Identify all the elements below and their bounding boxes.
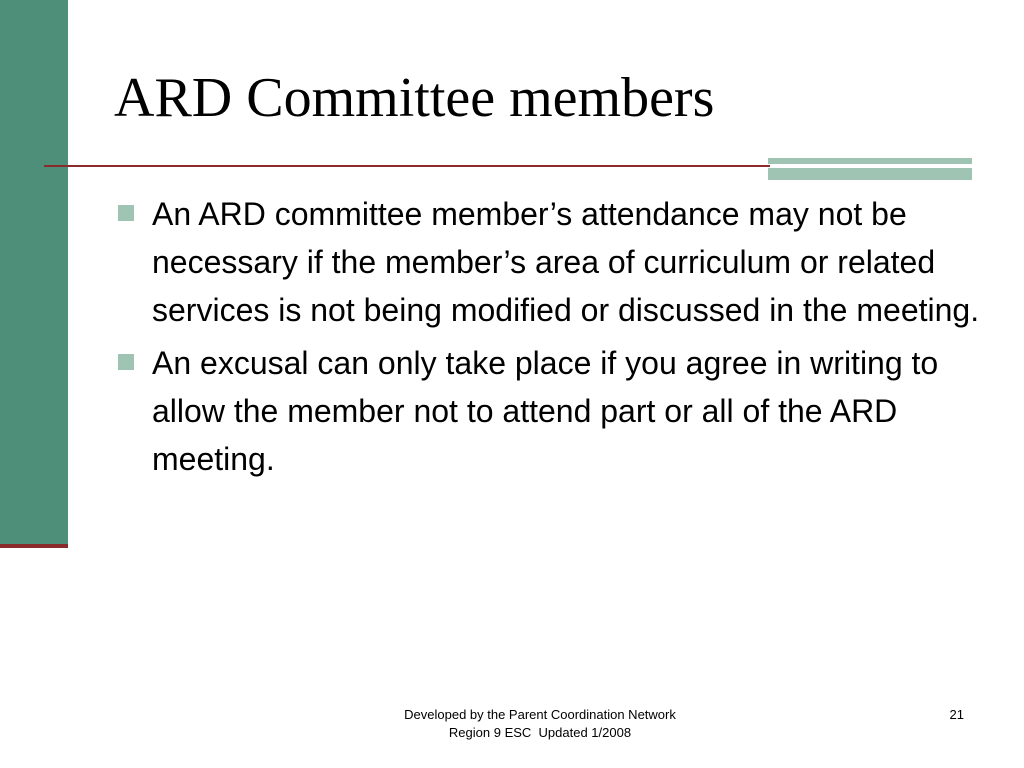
bullet-text: An ARD committee member’s attendance may not be necessary if the member’s area of curriculum or related services is not being modified or discussed in the meeting.	[152, 196, 980, 328]
slide-title: ARD Committee members	[114, 67, 715, 129]
square-bullet-icon	[118, 205, 134, 221]
accent-bar-top	[768, 158, 972, 164]
bullet-text: An excusal can only take place if you agree in writing to allow the member not to attend part or all of the ARD meeting.	[152, 345, 939, 477]
page-number: 21	[949, 707, 964, 722]
bullet-item	[114, 190, 984, 334]
footer	[340, 706, 740, 742]
accent-bars	[768, 158, 972, 180]
accent-bar-bottom	[768, 168, 972, 180]
footer-line-1: Developed by the Parent Coordination Network	[404, 707, 676, 722]
side-bar-rule	[0, 544, 68, 548]
side-color-bar	[0, 0, 68, 546]
footer-line-2: Region 9 ESC Updated 1/2008	[448, 725, 632, 740]
title-divider-line	[44, 165, 770, 167]
bullet-list	[114, 190, 984, 488]
square-bullet-icon	[118, 354, 134, 370]
bullet-item	[114, 339, 984, 483]
